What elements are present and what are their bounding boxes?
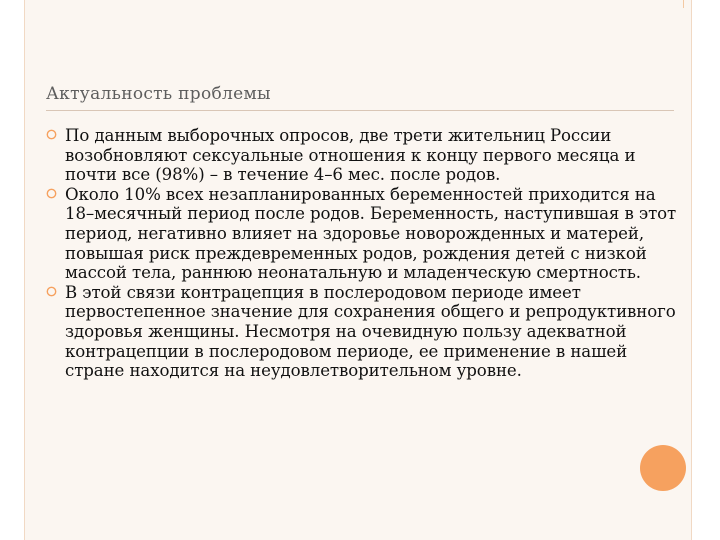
bullet-list	[46, 126, 678, 381]
title-divider	[46, 110, 674, 111]
decorative-line	[683, 0, 684, 8]
bullet-text: В этой связи контрацепция в послеродовом периоде имеет первостепенное значение для сохранения общего и репродуктивного здоровья женщины. Несмотря на очевидную пользу адекватной контрацепции в послеродовом периоде, ее применение в нашей стране находится на неудовлетворительном уровне.	[65, 282, 676, 381]
bullet-text: По данным выборочных опросов, две трети жительниц России возобновляют сексуальные отношения к концу первого месяца и почти все (98%) – в течение 4–6 мес. после родов.	[65, 126, 636, 185]
bullet-item	[46, 185, 678, 283]
decorative-orange-circle	[640, 445, 686, 491]
bullet-item	[46, 283, 678, 381]
bullet-text: Около 10% всех незапланированных беременностей приходится на 18–месячный период после родов. Беременность, наступившая в этот период, негативно влияет на здоровье новорожденных и матерей, повышая риск преждевременных родов, рождения детей с низкой массой тела, раннюю неонатальную и младенческую смертность.	[65, 184, 677, 283]
bullet-item	[46, 126, 678, 185]
circle-bullet-icon	[46, 286, 57, 297]
slide-title: Актуальность проблемы	[46, 84, 271, 104]
circle-bullet-icon	[46, 188, 57, 199]
circle-bullet-icon	[46, 129, 57, 140]
